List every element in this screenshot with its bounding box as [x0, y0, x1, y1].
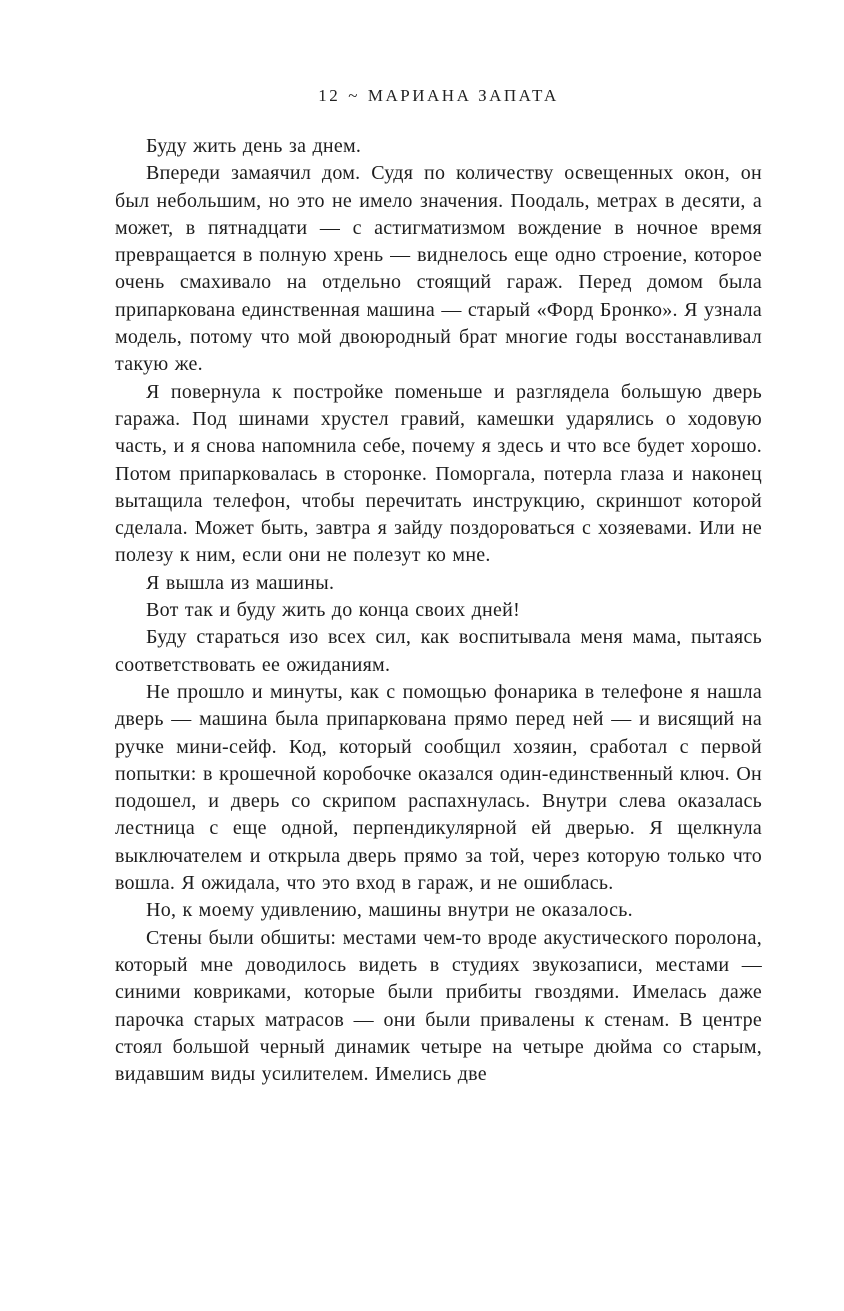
paragraph-4: Я вышла из машины. [146, 571, 335, 594]
paragraph-7: Не прошло и минуты, как с помощью фонарика в телефоне я нашла дверь — машина была припаркована прямо перед ней — и висящий на ручке мини-сейф. Код, который сообщил хозяин, сработал с первой попытки: в крошечной коробочке оказался один-единственный ключ. Он подошел, и дверь со скрипом распахнулась. Внутри слева оказалась лестница с еще одной, перпендикулярной ей дверью. Я щелкнула выключателем и открыла дверь прямо за той, через которую только что вошла. Я ожидала, что это вход в гараж, и не ошиблась. [115, 680, 762, 895]
page-body [115, 133, 762, 1088]
paragraph-8: Но, к моему удивлению, машины внутри не оказалось. [146, 899, 633, 922]
paragraph-9: Стены были обшиты: местами чем-то вроде акустического поролона, который мне доводилось видеть в студиях звукозаписи, местами — синими ковриками, которые были прибиты гвоздями. Имелась даже парочка старых матрасов — они были привалены к стенам. В центре стоял большой черный динамик четыре на четыре дюйма со старым, видавшим виды усилителем. Имелись две [115, 926, 762, 1086]
paragraph-5: Вот так и буду жить до конца своих дней! [146, 599, 520, 622]
paragraph-2: Впереди замаячил дом. Судя по количеству освещенных окон, он был небольшим, но это не имело значения. Поодаль, метрах в десяти, а может, в пятнадцати — с астигматизмом вождение в ночное время превращается в полную хрень — виднелось еще одно строение, которое очень смахивало на отдельно стоящий гараж. Перед домом была припаркована единственная машина — старый «Форд Бронко». Я узнала модель, потому что мой двоюродный брат многие годы восстанавливал такую же. [115, 162, 762, 376]
paragraph-6: Буду стараться изо всех сил, как воспитывала меня мама, пытаясь соответствовать ее ожиданиям. [115, 626, 762, 676]
page-number: 12 [318, 86, 341, 105]
paragraph-3: Я повернула к постройке поменьше и разглядела большую дверь гаража. Под шинами хрустел гравий, камешки ударялись о ходовую часть, и я снова напомнила себе, почему я здесь и что все будет хорошо. Потом припарковалась в сторонке. Поморгала, потерла глаза и наконец вытащила телефон, чтобы перечитать инструкцию, скриншот которой сделала. Может быть, завтра я зайду поздороваться с хозяевами. Или не полезу к ним, если они не полезут ко мне. [115, 380, 762, 567]
header-author: МАРИАНА ЗАПАТА [367, 86, 559, 105]
header-separator: ~ [348, 86, 360, 105]
paragraph-1: Буду жить день за днем. [146, 135, 362, 157]
page-header [115, 86, 762, 106]
